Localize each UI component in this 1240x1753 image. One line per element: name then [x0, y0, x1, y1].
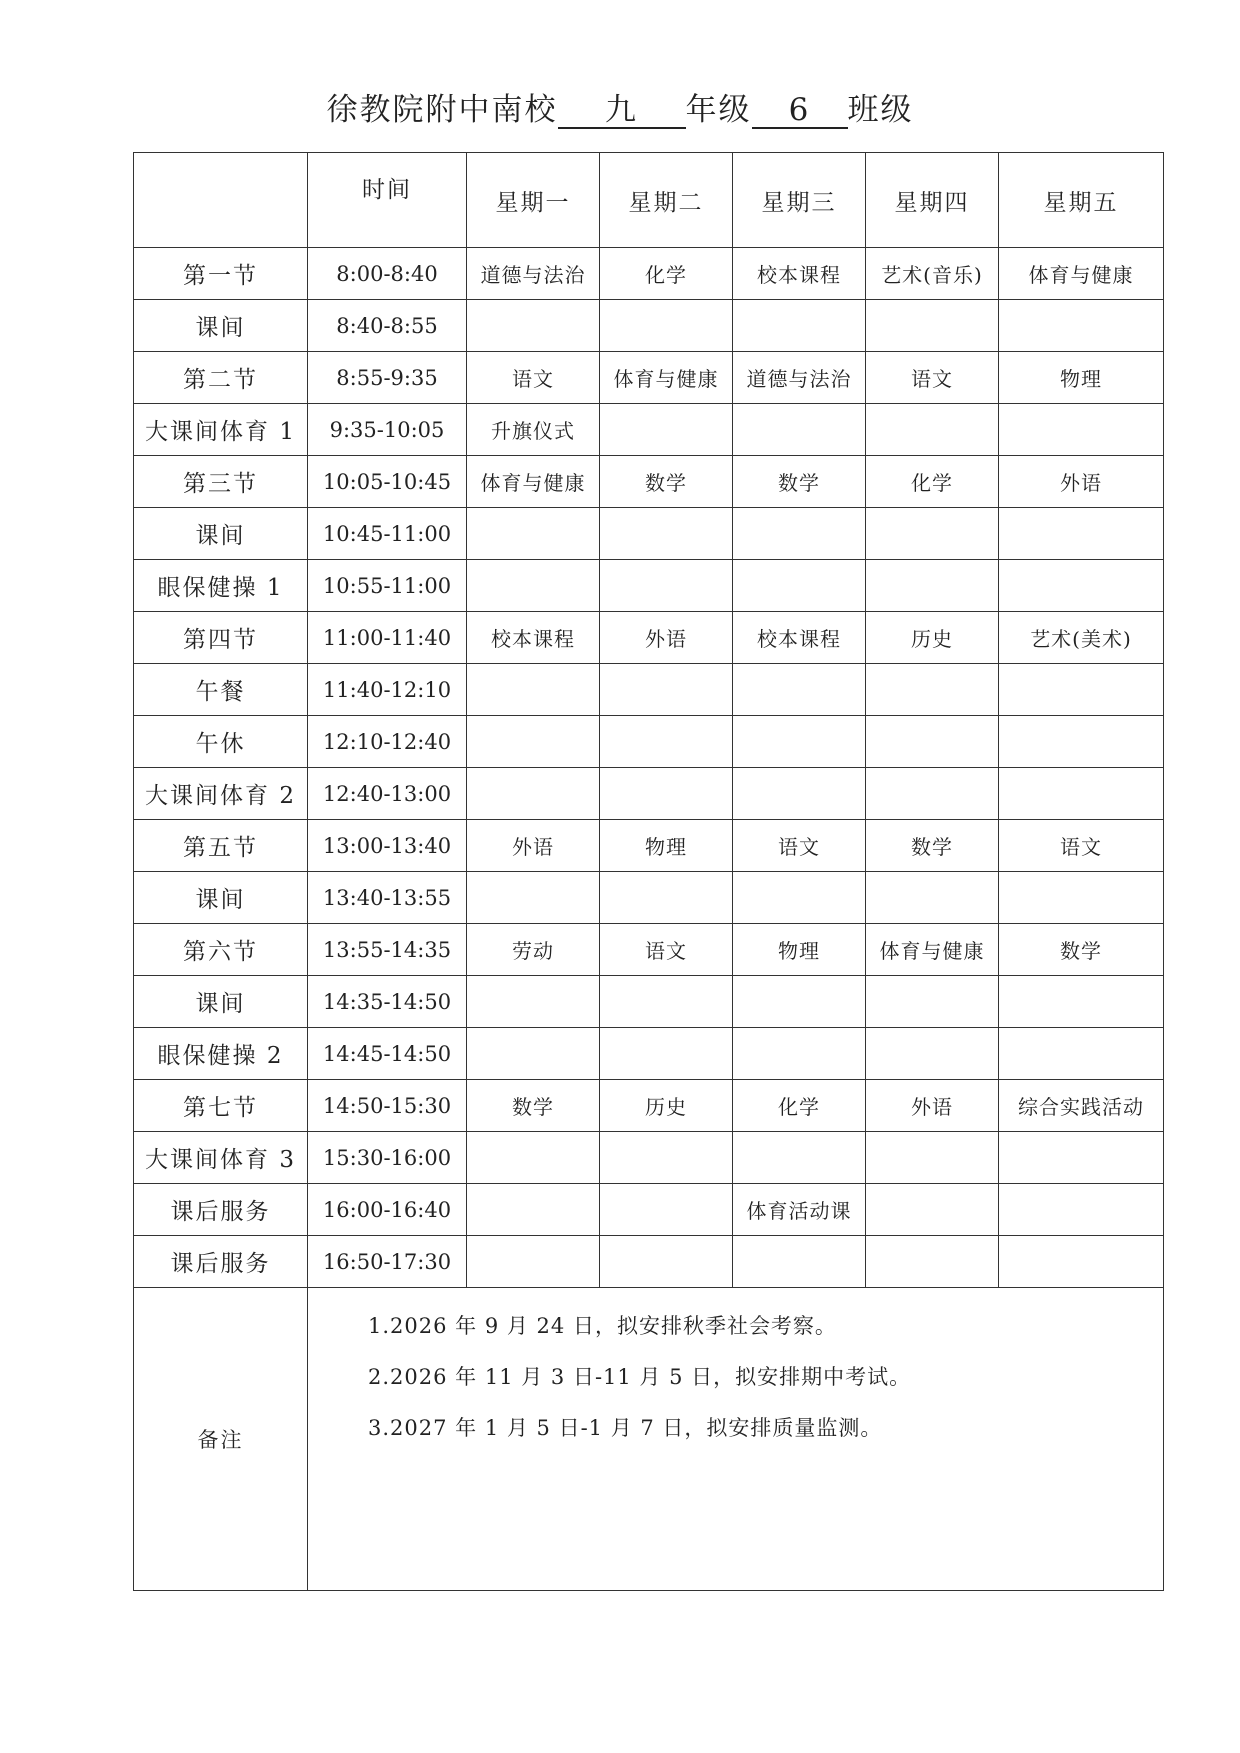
class-value: 6	[752, 93, 848, 129]
subject-cell-tue	[600, 1132, 733, 1184]
subject-cell-mon	[467, 716, 600, 768]
period-time: 9:35-10:05	[308, 404, 467, 456]
subject-cell-thu: 历史	[866, 612, 999, 664]
header-day-fri: 星期五	[999, 153, 1164, 248]
header-blank-cell	[134, 153, 308, 248]
period-label: 眼保健操 1	[134, 560, 308, 612]
subject-cell-thu: 化学	[866, 456, 999, 508]
subject-cell-fri	[999, 1132, 1164, 1184]
period-label: 课间	[134, 872, 308, 924]
period-time: 14:35-14:50	[308, 976, 467, 1028]
subject-cell-tue	[600, 560, 733, 612]
subject-cell-thu	[866, 404, 999, 456]
period-time: 12:40-13:00	[308, 768, 467, 820]
subject-cell-mon	[467, 1184, 600, 1236]
subject-cell-wed: 物理	[733, 924, 866, 976]
subject-cell-wed	[733, 976, 866, 1028]
period-label: 大课间体育 1	[134, 404, 308, 456]
schedule-row	[134, 456, 1164, 508]
schedule-row	[134, 1080, 1164, 1132]
period-time: 8:40-8:55	[308, 300, 467, 352]
subject-cell-fri	[999, 300, 1164, 352]
note-line: 2.2026 年 11 月 3 日-11 月 5 日，拟安排期中考试。	[368, 1365, 912, 1389]
subject-cell-thu: 数学	[866, 820, 999, 872]
subject-cell-wed: 校本课程	[733, 612, 866, 664]
period-time: 13:40-13:55	[308, 872, 467, 924]
subject-cell-mon: 劳动	[467, 924, 600, 976]
subject-cell-thu	[866, 1236, 999, 1288]
class-label: 班级	[847, 92, 914, 128]
subject-cell-wed	[733, 1236, 866, 1288]
subject-cell-wed	[733, 404, 866, 456]
subject-cell-thu	[866, 1028, 999, 1080]
subject-cell-tue	[600, 664, 733, 716]
schedule-table	[133, 152, 1164, 1591]
period-time: 10:55-11:00	[308, 560, 467, 612]
subject-cell-fri: 语文	[999, 820, 1164, 872]
subject-cell-wed: 道德与法治	[733, 352, 866, 404]
period-time: 11:00-11:40	[308, 612, 467, 664]
note-line: 1.2026 年 9 月 24 日，拟安排秋季社会考察。	[368, 1314, 837, 1338]
subject-cell-mon	[467, 976, 600, 1028]
subject-cell-fri: 外语	[999, 456, 1164, 508]
subject-cell-fri: 数学	[999, 924, 1164, 976]
subject-cell-thu	[866, 508, 999, 560]
subject-cell-fri	[999, 664, 1164, 716]
grade-value: 九	[558, 93, 686, 129]
schedule-row	[134, 404, 1164, 456]
period-time: 14:50-15:30	[308, 1080, 467, 1132]
period-label: 大课间体育 3	[134, 1132, 308, 1184]
schedule-row	[134, 716, 1164, 768]
period-label: 眼保健操 2	[134, 1028, 308, 1080]
period-label: 午休	[134, 716, 308, 768]
period-label: 第三节	[134, 456, 308, 508]
page-title	[0, 84, 1240, 129]
schedule-row	[134, 352, 1164, 404]
subject-cell-wed	[733, 716, 866, 768]
subject-cell-thu: 艺术(音乐)	[866, 248, 999, 300]
subject-cell-fri: 体育与健康	[999, 248, 1164, 300]
schedule-row	[134, 1236, 1164, 1288]
subject-cell-fri	[999, 1184, 1164, 1236]
schedule-row	[134, 1028, 1164, 1080]
subject-cell-mon: 语文	[467, 352, 600, 404]
subject-cell-wed: 体育活动课	[733, 1184, 866, 1236]
schedule-row	[134, 612, 1164, 664]
notes-row	[134, 1288, 1164, 1591]
period-time: 13:00-13:40	[308, 820, 467, 872]
subject-cell-mon	[467, 508, 600, 560]
period-label: 大课间体育 2	[134, 768, 308, 820]
subject-cell-mon: 道德与法治	[467, 248, 600, 300]
period-time: 11:40-12:10	[308, 664, 467, 716]
subject-cell-fri	[999, 1028, 1164, 1080]
subject-cell-wed	[733, 508, 866, 560]
schedule-row	[134, 924, 1164, 976]
period-label: 课后服务	[134, 1236, 308, 1288]
subject-cell-tue: 历史	[600, 1080, 733, 1132]
subject-cell-fri	[999, 1236, 1164, 1288]
schedule-row	[134, 248, 1164, 300]
period-time: 8:00-8:40	[308, 248, 467, 300]
subject-cell-thu	[866, 560, 999, 612]
school-name: 徐教院附中南校	[326, 92, 558, 128]
period-label: 第五节	[134, 820, 308, 872]
period-label: 课间	[134, 508, 308, 560]
subject-cell-mon: 数学	[467, 1080, 600, 1132]
subject-cell-tue	[600, 768, 733, 820]
subject-cell-mon	[467, 768, 600, 820]
subject-cell-tue	[600, 872, 733, 924]
subject-cell-tue: 体育与健康	[600, 352, 733, 404]
subject-cell-thu: 体育与健康	[866, 924, 999, 976]
subject-cell-mon: 升旗仪式	[467, 404, 600, 456]
schedule-row	[134, 1184, 1164, 1236]
subject-cell-thu: 语文	[866, 352, 999, 404]
header-day-wed: 星期三	[733, 153, 866, 248]
subject-cell-mon	[467, 300, 600, 352]
subject-cell-fri	[999, 508, 1164, 560]
subject-cell-tue	[600, 508, 733, 560]
period-label: 第七节	[134, 1080, 308, 1132]
period-time: 10:45-11:00	[308, 508, 467, 560]
subject-cell-thu	[866, 300, 999, 352]
schedule-row	[134, 508, 1164, 560]
subject-cell-fri	[999, 872, 1164, 924]
header-time: 时间	[308, 153, 467, 248]
schedule-row	[134, 1132, 1164, 1184]
subject-cell-tue	[600, 976, 733, 1028]
subject-cell-fri: 艺术(美术)	[999, 612, 1164, 664]
schedule-row	[134, 872, 1164, 924]
schedule-row	[134, 768, 1164, 820]
period-time: 12:10-12:40	[308, 716, 467, 768]
period-label: 第一节	[134, 248, 308, 300]
subject-cell-wed: 化学	[733, 1080, 866, 1132]
period-time: 14:45-14:50	[308, 1028, 467, 1080]
subject-cell-wed	[733, 1028, 866, 1080]
subject-cell-fri	[999, 976, 1164, 1028]
period-time: 10:05-10:45	[308, 456, 467, 508]
subject-cell-mon: 校本课程	[467, 612, 600, 664]
subject-cell-wed	[733, 768, 866, 820]
period-time: 15:30-16:00	[308, 1132, 467, 1184]
period-label: 午餐	[134, 664, 308, 716]
notes-label: 备注	[134, 1288, 308, 1591]
period-time: 8:55-9:35	[308, 352, 467, 404]
subject-cell-mon	[467, 560, 600, 612]
header-day-tue: 星期二	[600, 153, 733, 248]
schedule-row	[134, 560, 1164, 612]
subject-cell-thu	[866, 976, 999, 1028]
subject-cell-fri	[999, 404, 1164, 456]
subject-cell-mon	[467, 1028, 600, 1080]
subject-cell-mon	[467, 1236, 600, 1288]
period-label: 课间	[134, 976, 308, 1028]
subject-cell-wed	[733, 560, 866, 612]
subject-cell-tue: 物理	[600, 820, 733, 872]
schedule-row	[134, 664, 1164, 716]
subject-cell-wed	[733, 664, 866, 716]
subject-cell-tue	[600, 404, 733, 456]
subject-cell-thu	[866, 664, 999, 716]
period-label: 第六节	[134, 924, 308, 976]
subject-cell-thu	[866, 1184, 999, 1236]
subject-cell-wed: 校本课程	[733, 248, 866, 300]
subject-cell-fri	[999, 716, 1164, 768]
period-label: 第二节	[134, 352, 308, 404]
subject-cell-mon	[467, 664, 600, 716]
subject-cell-fri	[999, 768, 1164, 820]
subject-cell-tue: 外语	[600, 612, 733, 664]
period-label: 课间	[134, 300, 308, 352]
subject-cell-mon: 体育与健康	[467, 456, 600, 508]
grade-label: 年级	[685, 92, 752, 128]
header-row	[134, 153, 1164, 248]
note-line: 3.2027 年 1 月 5 日-1 月 7 日，拟安排质量监测。	[368, 1416, 883, 1440]
subject-cell-tue: 语文	[600, 924, 733, 976]
subject-cell-tue	[600, 1028, 733, 1080]
subject-cell-tue	[600, 1184, 733, 1236]
subject-cell-thu	[866, 768, 999, 820]
header-day-mon: 星期一	[467, 153, 600, 248]
header-day-thu: 星期四	[866, 153, 999, 248]
subject-cell-mon: 外语	[467, 820, 600, 872]
notes-body	[308, 1288, 1164, 1591]
subject-cell-thu	[866, 1132, 999, 1184]
subject-cell-wed	[733, 300, 866, 352]
subject-cell-wed	[733, 1132, 866, 1184]
period-time: 13:55-14:35	[308, 924, 467, 976]
subject-cell-tue	[600, 1236, 733, 1288]
schedule-row	[134, 300, 1164, 352]
schedule-row	[134, 976, 1164, 1028]
schedule-row	[134, 820, 1164, 872]
period-time: 16:50-17:30	[308, 1236, 467, 1288]
subject-cell-thu	[866, 716, 999, 768]
subject-cell-wed: 语文	[733, 820, 866, 872]
subject-cell-fri: 物理	[999, 352, 1164, 404]
subject-cell-tue	[600, 716, 733, 768]
subject-cell-mon	[467, 1132, 600, 1184]
subject-cell-tue: 数学	[600, 456, 733, 508]
subject-cell-wed	[733, 872, 866, 924]
subject-cell-tue: 化学	[600, 248, 733, 300]
period-label: 课后服务	[134, 1184, 308, 1236]
subject-cell-tue	[600, 300, 733, 352]
subject-cell-fri: 综合实践活动	[999, 1080, 1164, 1132]
subject-cell-fri	[999, 560, 1164, 612]
subject-cell-thu	[866, 872, 999, 924]
subject-cell-mon	[467, 872, 600, 924]
period-time: 16:00-16:40	[308, 1184, 467, 1236]
subject-cell-wed: 数学	[733, 456, 866, 508]
subject-cell-thu: 外语	[866, 1080, 999, 1132]
period-label: 第四节	[134, 612, 308, 664]
